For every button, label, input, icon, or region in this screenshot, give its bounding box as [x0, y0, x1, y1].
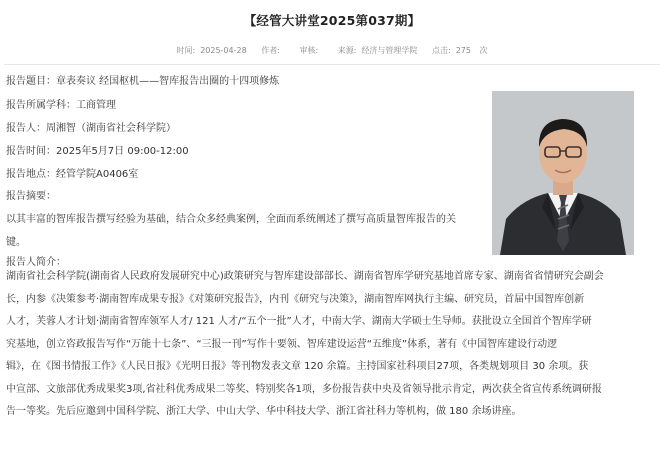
abstract-text-line-2: 键。 [6, 237, 26, 248]
meta-clicks: 点击: 275 次 [431, 46, 488, 55]
report-time: 报告时间：2025年5月7日 09:00-12:00 [6, 146, 189, 157]
bio-text [6, 266, 604, 424]
report-discipline: 报告所属学科：工商管理 [6, 100, 116, 111]
bio-label: 报告人简介： [6, 257, 66, 268]
bio-line-2: 长，内参《决策参考·湖南智库成果专报》《对策研究报告》，内刊《研究与决策》，湖南智库网执行主编、研究员，首届中国智库创新 [6, 293, 585, 305]
bio-line-3: 人才，芙蓉人才计划·湖南省智库领军人才/ 121 人才/“五个一批”人才，中南大学、湖南大学硕士生导师。获批设立全国首个智库学研 [6, 316, 592, 327]
abstract-label: 报告摘要： [6, 191, 56, 202]
article-meta [0, 45, 664, 56]
page-title: 【经管大讲堂2025第037期】 [243, 13, 421, 28]
report-topic: 报告题目：章表奏议 经国枢机——智库报告出圈的十四项修炼 [6, 76, 280, 87]
bio-line-6: 中宣部、文旅部优秀成果奖3项,省社科优秀成果二等奖、特别奖各1项，多份报告获中央及省领导批示肯定，两次获全省宣传系统调研报 [6, 383, 602, 395]
bio-line-7: 告一等奖。先后应邀到中国科学院、浙江大学、中山大学、华中科技大学、浙江省社科力等机构，做 180 余场讲座。 [6, 406, 522, 417]
speaker-portrait-icon [492, 91, 634, 255]
report-location: 报告地点：经管学院A0406室 [6, 169, 139, 180]
meta-author: 作者: [261, 46, 280, 55]
speaker-photo [492, 91, 634, 255]
report-speaker: 报告人：周湘智（湖南省社会科学院） [6, 123, 176, 134]
meta-time: 时间: 2025-04-28 [176, 46, 247, 55]
meta-reviewer: 审核: [299, 46, 319, 55]
bio-line-4: 究基地，创立咨政报告写作“万能十七条”、“三报一刊”写作十要领、智库建设运营“五维度”体系，著有《中国智库建设行动逻 [6, 338, 558, 350]
bio-line-5: 辑》，在《图书情报工作》《人民日报》《光明日报》等刊物发表文章 120 余篇。主持国家社科项目27项，各类规划项目 30 余项。获 [6, 361, 589, 372]
meta-divider [4, 64, 660, 65]
abstract-text-line-1: 以其丰富的智库报告撰写经验为基础，结合众多经典案例，全面而系统阐述了撰写高质量智库报告的关 [6, 214, 456, 225]
meta-source: 来源: 经济与管理学院 [337, 46, 418, 55]
bio-line-1: 湖南省社会科学院(湖南省人民政府发展研究中心)政策研究与智库建设部部长、湖南省智库学研究基地首席专家、湖南省省情研究会副会 [6, 271, 604, 282]
